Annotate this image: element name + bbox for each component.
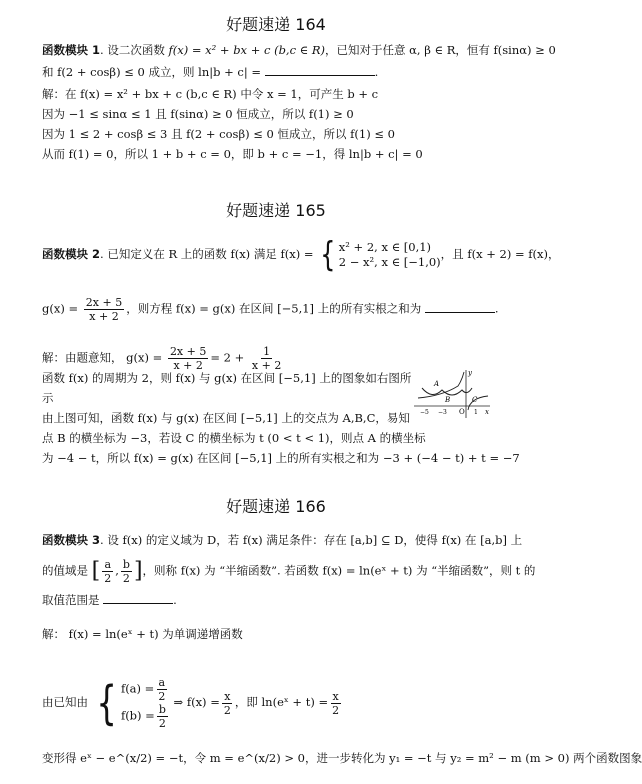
- axis-label-y: y: [468, 369, 472, 377]
- problem-166-line3: 取值范围是 .: [42, 593, 177, 607]
- tick-label-1: 1: [474, 409, 478, 416]
- point-label-B: B: [445, 396, 451, 404]
- solution-165-line6: 为 −4 − t，所以 f(x) = g(x) 在区间 [−5,1] 上的所有实根之和为 −3 + (−4 − t) + t = −7: [42, 451, 520, 465]
- solution-165-line2: 函数 f(x) 的周期为 2，则 f(x) 与 g(x) 在区间 [−5,1] 上的图象如右图所: [42, 371, 412, 385]
- problem-165-line2: g(x) = $\frac{2x + 5}{x + 2}$ ，则方程 f(x) = g(x) 在区间 [−5,1] 上的所有实根之和为 .: [42, 296, 499, 323]
- solution-164-line1: 解：在 f(x) = x² + bx + c (b,c ∈ R) 中令 x = 1，可产生 b + c: [42, 87, 379, 101]
- module-tag: 函数模块 2: [42, 247, 101, 261]
- problem-164-line2: 和 f(2 + cosβ) ≤ 0 成立，则 ln|b + c| = .: [42, 65, 379, 79]
- piecewise-cases: x² + 2, x ∈ [0,1) 2 − x², x ∈ [−1,0): [338, 240, 441, 269]
- point-label-A: A: [434, 380, 440, 388]
- solution-165-line4: 由上图可知，函数 f(x) 与 g(x) 在区间 [−5,1] 上的交点为 A,B,C，易知: [42, 411, 410, 425]
- solution-165-line3: 示: [42, 391, 54, 405]
- solution-166-line2: 由已知由 { f(a) = $\frac{a}{2}$ f(b) = $\frac{b}{2}$ ⇒ f(x) = $\frac{x}{2}$ ，即 ln(eˣ + t) = $\frac{x}{2}$: [42, 676, 340, 730]
- axis-label-x: x: [485, 408, 489, 416]
- problem-164-line1: 函数模块 1. 设二次函数 f(x) = x² + bx + c (b,c ∈ R)，已知对于任意 α, β ∈ R，恒有 f(sinα) ≥ 0: [42, 43, 556, 57]
- solution-164-line4: 从而 f(1) = 0，所以 1 + b + c = 0，即 b + c = −1，得 ln|b + c| = 0: [42, 147, 423, 161]
- solution-165-line5: 点 B 的横坐标为 −3，若设 C 的横坐标为 t (0 < t < 1)，则点 A 的横坐标: [42, 431, 426, 445]
- solution-165-line1: 解：由题意知， g(x) = $\frac{2x + 5}{x + 2}$ = 2 + $\frac{1}{x + 2}$: [42, 345, 282, 372]
- origin-label: O: [459, 408, 465, 416]
- problem-166-line1: 函数模块 3. 设 f(x) 的定义域为 D，若 f(x) 满足条件：存在 [a,b] ⊆ D，使得 f(x) 在 [a,b] 上: [42, 533, 523, 547]
- solution-164-line3: 因为 1 ≤ 2 + cosβ ≤ 3 且 f(2 + cosβ) ≤ 0 恒成立，所以 f(1) ≤ 0: [42, 127, 395, 141]
- module-tag: 函数模块 1: [42, 43, 101, 57]
- tick-label-m5: −5: [420, 409, 429, 416]
- solution-166-line1: 解： f(x) = ln(eˣ + t) 为单调递增函数: [42, 627, 243, 641]
- equation-system: f(a) = $\frac{a}{2}$ f(b) = $\frac{b}{2}$: [120, 676, 166, 730]
- problem-166-line2: 的值域是 [ $\frac{a}{2}$ , $\frac{b}{2}$ ]，则称 f(x) 为 “半缩函数”. 若函数 f(x) = ln(eˣ + t) 为 “半缩函数”，则 t 的: [42, 558, 536, 585]
- tick-label-m3: −3: [438, 409, 447, 416]
- fraction: $\frac{2x + 5}{x + 2}$: [169, 345, 207, 372]
- title-166: 好题速递 166: [226, 497, 326, 516]
- title-165: 好题速递 165: [226, 201, 326, 220]
- answer-blank: [103, 592, 173, 604]
- answer-blank: [425, 301, 495, 313]
- solution-166-line3: 变形得 eˣ − e^(x/2) = −t，令 m = e^(x/2) > 0，进一步转化为 y₁ = −t 与 y₂ = m² − m (m > 0) 两个函数图象: [42, 751, 642, 765]
- point-label-C: C: [472, 396, 478, 404]
- function-graph: [412, 368, 492, 420]
- solution-164-line2: 因为 −1 ≤ sinα ≤ 1 且 f(sinα) ≥ 0 恒成立，所以 f(1) ≥ 0: [42, 107, 354, 121]
- answer-blank: [265, 64, 375, 76]
- problem-165-line1: 函数模块 2. 已知定义在 R 上的函数 f(x) 满足 f(x) = { x² + 2, x ∈ [0,1) 2 − x², x ∈ [−1,0) ，且 f(x + 2) = f(x)，: [42, 235, 560, 275]
- fraction: $\frac{2x + 5}{x + 2}$: [85, 296, 123, 323]
- fraction: $\frac{1}{x + 2}$: [251, 345, 282, 372]
- title-164: 好题速递 164: [226, 15, 326, 34]
- module-tag: 函数模块 3: [42, 533, 101, 547]
